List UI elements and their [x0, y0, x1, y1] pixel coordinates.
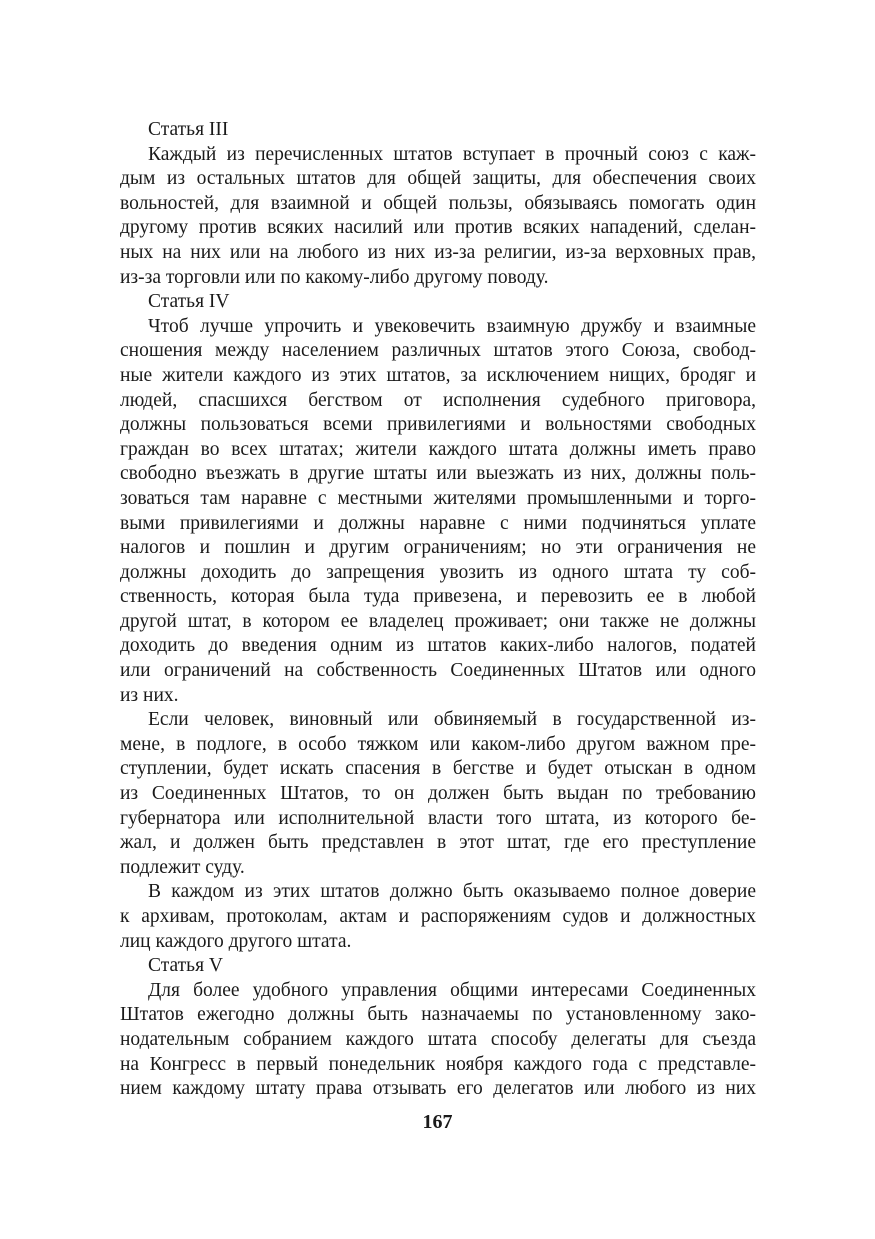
paragraph-line: лиц каждого другого штата. [120, 930, 352, 952]
paragraph-line: свободно въезжать в другие штаты или выезжать из них, должны поль- [120, 463, 756, 485]
paragraph-line: нодательным собранием каждого штата способу делегаты для съезда [120, 1028, 756, 1050]
paragraph-line: зоваться там наравне с местными жителями промышленными и торго- [120, 487, 756, 509]
paragraph-line: ственность, которая была туда привезена, и перевозить ее в любой [120, 586, 756, 608]
paragraph-line: граждан во всех штатах; жители каждого штата должны иметь право [120, 438, 756, 460]
paragraph-line: доходить до введения одним из штатов каких-либо налогов, податей [120, 635, 756, 657]
paragraph-line: выми привилегиями и должны наравне с ними подчиняться уплате [120, 512, 756, 534]
paragraph-line: Штатов ежегодно должны быть назначаемы по установленному зако- [120, 1004, 756, 1026]
article-heading: Статья V [148, 955, 224, 977]
paragraph-line: на Конгресс в первый понедельник ноября каждого года с представле- [120, 1053, 756, 1075]
paragraph-line: В каждом из этих штатов должно быть оказываемо полное доверие [148, 881, 756, 903]
article-heading: Статья III [148, 119, 229, 140]
paragraph-line: Для более удобного управления общими интересами Соединенных [148, 979, 756, 1001]
paragraph-line: ные жители каждого из этих штатов, за исключением нищих, бродяг и [120, 364, 756, 386]
paragraph-line: должны пользоваться всеми привилегиями и вольностями свободных [120, 414, 756, 436]
paragraph-line: другому против всяких насилий или против всяких нападений, сделан- [120, 217, 756, 239]
paragraph-line: налогов и пошлин и другим ограничениям; но эти ограничения не [120, 537, 756, 559]
paragraph-line: людей, спасшихся бегством от исполнения судебного приговора, [120, 389, 756, 411]
paragraph-line: ных на них или на любого из них из-за религии, из-за верховных прав, [120, 241, 756, 263]
paragraph-line: Если человек, виновный или обвиняемый в государственной из- [148, 709, 756, 731]
article-heading: Статья IV [148, 291, 230, 313]
paragraph-line: губернатора или исполнительной власти того штата, из которого бе- [120, 807, 756, 829]
paragraph-line: из них. [120, 684, 179, 706]
paragraph-line: жал, и должен быть представлен в этот штат, где его преступление [120, 832, 756, 854]
paragraph-line: Чтоб лучше упрочить и увековечить взаимную дружбу и взаимные [148, 315, 756, 337]
paragraph-line: вольностей, для взаимной и общей пользы, обязываясь помогать один [120, 192, 756, 214]
paragraph-line: из-за торговли или по какому-либо другому поводу. [120, 266, 549, 288]
paragraph-line: дым из остальных штатов для общей защиты, для обеспечения своих [120, 168, 756, 190]
paragraph-line: другой штат, в котором ее владелец проживает; они также не должны [120, 610, 756, 632]
paragraph-line: к архивам, протоколам, актам и распоряжениям судов и должностных [120, 906, 756, 927]
paragraph-line: из Соединенных Штатов, то он должен быть выдан по требованию [120, 783, 756, 805]
paragraph-line: мене, в подлоге, в особо тяжком или каком-либо другом важном пре- [120, 733, 756, 755]
paragraph-line: подлежит суду. [120, 856, 245, 878]
paragraph-line: Каждый из перечисленных штатов вступает в прочный союз с каж- [148, 143, 756, 165]
paragraph-line: нием каждому штату права отзывать его делегатов или любого из них [120, 1078, 756, 1100]
page-number: 167 [422, 1111, 453, 1133]
page-body [120, 118, 756, 1102]
paragraph-line: должны доходить до запрещения увозить из одного штата ту соб- [120, 561, 756, 583]
paragraph-line: или ограничений на собственность Соединенных Штатов или одного [120, 660, 756, 682]
paragraph-line: ступлении, будет искать спасения в бегстве и будет отыскан в одном [120, 758, 756, 780]
paragraph-line: сношения между населением различных штатов этого Союза, свобод- [120, 340, 756, 362]
